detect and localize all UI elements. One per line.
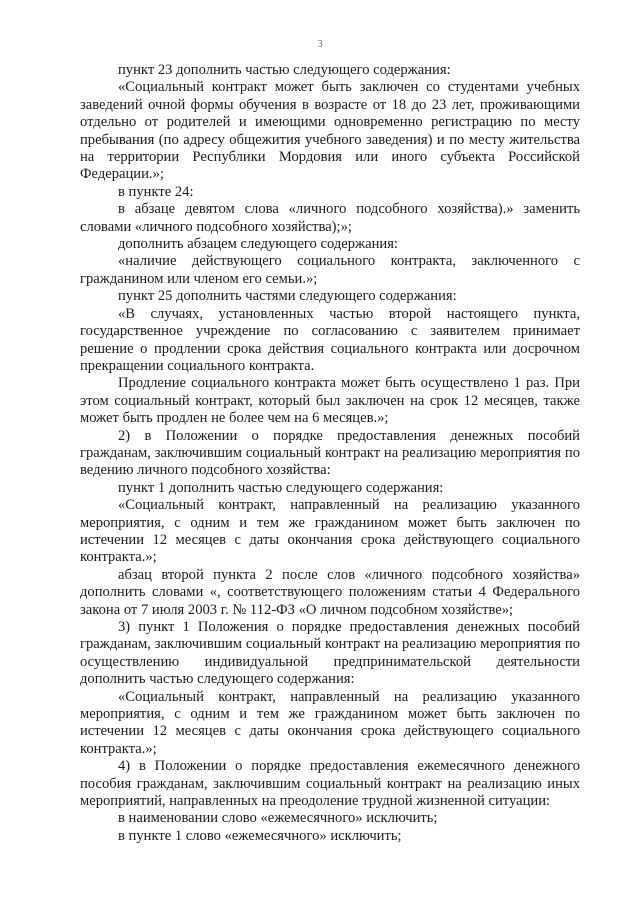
paragraph: 2) в Положении о порядке предоставления денежных пособий гражданам, заключившим социальный контракт на реализацию мероприятия по ведению личного подсобного хозяйства: bbox=[80, 427, 580, 479]
paragraph: в пункте 24: bbox=[118, 183, 194, 200]
paragraph: дополнить абзацем следующего содержания: bbox=[118, 236, 398, 253]
paragraph: пункт 23 дополнить частью следующего содержания: bbox=[118, 62, 451, 78]
paragraph: Продление социального контракта может быть осуществлено 1 раз. При этом социальный контракт, который был заключен на срок 12 месяцев, также может быть продлен не более чем на 6 месяцев.»; bbox=[80, 375, 580, 427]
paragraph: «В случаях, установленных частью второй настоящего пункта, государственное учреждение по согласованию с заявителем принимает решение о продлении срока действия социального контракта или досрочном прекращении социального контракта. bbox=[80, 305, 580, 374]
paragraph: в пункте 1 слово «ежемесячного» исключить; bbox=[118, 827, 402, 844]
paragraph: 4) в Положении о порядке предоставления ежемесячного денежного пособия гражданам, заключившим социальный контракт на реализацию иных мероприятий, направленных на преодоление трудной жизненной ситуации: bbox=[80, 758, 580, 810]
paragraph: пункт 1 дополнить частью следующего содержания: bbox=[118, 479, 444, 496]
paragraph: «Социальный контракт, направленный на реализацию указанного мероприятия, с одним и тем же гражданином может быть заключен по истечении 12 месяцев с даты окончания срока действующего социального контракта.»; bbox=[80, 497, 580, 566]
paragraph: абзац второй пункта 2 после слов «личного подсобного хозяйства» дополнить словами «, соответствующего положениям статьи 4 Федерального закона от 7 июля 2003 г. № 112-ФЗ «О личном подсобном хозяйстве»; bbox=[80, 566, 580, 618]
document-body bbox=[80, 62, 580, 845]
paragraph: «Социальный контракт, направленный на реализацию указанного мероприятия, с одним и тем же гражданином может быть заключен по истечении 12 месяцев с даты окончания срока действующего социального контракта.»; bbox=[80, 688, 580, 757]
paragraph: «Социальный контракт может быть заключен со студентами учебных заведений очной формы обучения в возрасте от 18 до 23 лет, проживающими отдельно от родителей и имеющими одновременно регистрацию по месту пребывания (по адресу общежития учебного заведения) и по месту жительства на территории Республики Мордовия или иного субъекта Российской Федерации.»; bbox=[80, 79, 580, 183]
page-number: 3 bbox=[317, 38, 323, 50]
paragraph: «наличие действующего социального контракта, заключенного с гражданином или членом его семьи.»; bbox=[80, 253, 580, 287]
paragraph: 3) пункт 1 Положения о порядке предоставления денежных пособий гражданам, заключившим социальный контракт на реализацию мероприятия по осуществлению индивидуальной предпринимательской деятельности дополнить частью следующего содержания: bbox=[80, 619, 580, 688]
paragraph: в наименовании слово «ежемесячного» исключить; bbox=[118, 810, 438, 827]
paragraph: пункт 25 дополнить частями следующего содержания: bbox=[118, 288, 457, 305]
paragraph: в абзаце девятом слова «личного подсобного хозяйства).» заменить словами «личного подсобного хозяйства);»; bbox=[80, 201, 580, 235]
